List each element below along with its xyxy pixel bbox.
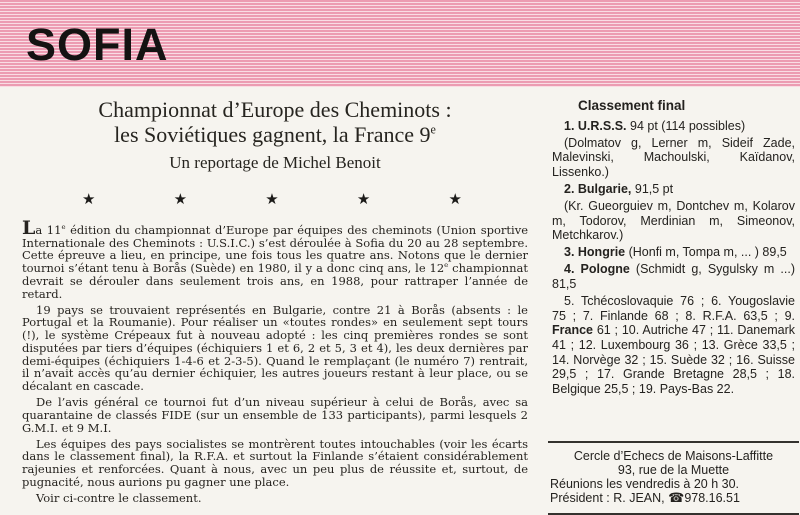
banner bbox=[0, 0, 800, 87]
club-address: 93, rue de la Muette bbox=[617, 462, 730, 477]
classement-list bbox=[552, 119, 795, 397]
star-icon: ★ bbox=[356, 190, 371, 208]
star-icon: ★ bbox=[82, 190, 96, 208]
club-phone-number: 978.16.51 bbox=[684, 491, 740, 506]
club-meetings: Réunions les vendredis à 20 h 30. bbox=[550, 476, 740, 491]
article-byline: Un reportage de Michel Benoit bbox=[169, 153, 381, 172]
star-divider bbox=[82, 190, 462, 208]
classement-entry: (Dolmatov g, Lerner m, Sideif Zade, Malevinski, Machoulski, Kaïdanov, Lissenko.) bbox=[552, 135, 795, 179]
star-icon: ★ bbox=[265, 190, 279, 208]
article-title-line2: les Soviétiques gagnent, la France 9e bbox=[114, 122, 436, 147]
classement-sidebar bbox=[552, 99, 795, 399]
club-notice-box bbox=[548, 441, 799, 515]
article-paragraph: 19 pays se trouvaient représentés en Bulgarie, contre 21 à Borås (absents : le Portugal et la Roumanie). Pour réaliser un «toutes rondes» en seulement sept tours (!), le système Crépeaux fut à nouveau adopté : les cinq premières rondes se sont disputées par tiers d’équipes (échiquiers 1 et 6, 2 et 5, 3 et 4), les deux dernières par demi-équipes (échiquiers 1-4-6 et 2-3-5). Quand le remplaçant (le numéro 7) rentrait, il n’avait accès qu’au dernier échiquier, les autres joueurs restant à leur place, ou se décalant en cascade. bbox=[22, 302, 528, 393]
article-body bbox=[22, 217, 529, 506]
article-paragraph: La 11e édition du championnat d’Europe par équipes des cheminots (Union sportive Internationale des Cheminots : U.S.I.C.) s’est déroulée à Sofia du 20 au 28 septembre. Cette épreuve a lieu, en principe, une fois tous les quatre ans. Notons que le dernier tournoi s’étant tenu à Borås (Suède) en 1980, il y a donc cinq ans, le 12e championnat devrait se dérouler dans seulement trois ans, en 1988, pour rattraper l’année de retard. bbox=[22, 217, 529, 301]
classement-entry: 2. Bulgarie, 91,5 pt bbox=[564, 181, 674, 196]
article-title-line1: Championnat d’Europe des Cheminots : bbox=[98, 97, 452, 122]
page-title: SOFIA bbox=[26, 19, 169, 70]
classement-entry: 5. Tchécoslovaquie 76 ; 6. Yougoslavie 75 ; 7. Finlande 68 ; 8. R.F.A. 63,5 ; 9. France 61 ; 10. Autriche 47 ; 11. Danemark 41 ; 12. Luxembourg 36 ; 13. Grèce 33,5 ; 14. Norvège 32 ; 15. Suède 32 ; 16. Suisse 29,5 ; 17. Grande Bretagne 28,5 ; 18. Belgique 25,5 ; 19. Pays-Bas 22. bbox=[552, 294, 795, 396]
article-paragraph: Les équipes des pays socialistes se montrèrent toutes intouchables (voir les écarts dans le classement final), la R.F.A. et surtout la Finlande s’étaient considérablement rajeunies et renforcées. Quant à nous, avec un peu plus de réussite et, surtout, de pugnacité, nous aurions pu gagner une place. bbox=[22, 436, 528, 489]
classement-entry: 3. Hongrie (Honfi m, Tompa m, ... ) 89,5 bbox=[564, 245, 787, 260]
club-president-line: Président : R. JEAN, ☎978.16.51 bbox=[550, 490, 740, 506]
classement-entry: 4. Pologne (Schmidt g, Sygulsky m ...) 81,5 bbox=[552, 262, 796, 292]
classement-heading: Classement final bbox=[578, 98, 686, 113]
article-paragraph: Voir ci-contre le classement. bbox=[36, 491, 202, 506]
star-icon: ★ bbox=[173, 190, 188, 208]
club-name: Cercle d’Echecs de Maisons-Laffitte bbox=[573, 449, 774, 463]
star-icon: ★ bbox=[448, 190, 462, 208]
phone-icon: ☎ bbox=[668, 490, 685, 506]
dropcap-letter: L bbox=[22, 217, 36, 239]
article-paragraph: De l’avis général ce tournoi fut d’un niveau supérieur à celui de Borås, avec sa quarantaine de classés FIDE (sur un ensemble de 133 participants), parmi lesquels 2 G.M.I. et 9 M.I. bbox=[22, 395, 528, 435]
article-title bbox=[22, 97, 528, 147]
article-column bbox=[22, 97, 528, 508]
ordinal-superscript: e bbox=[430, 122, 436, 137]
classement-entry: (Kr. Gueorguiev m, Dontchev m, Kolarov m, Todorov, Merdinian m, Simeonov, Metchkarov.) bbox=[552, 199, 795, 243]
classement-entry: 1. U.R.S.S. 94 pt (114 possibles) bbox=[564, 118, 746, 133]
